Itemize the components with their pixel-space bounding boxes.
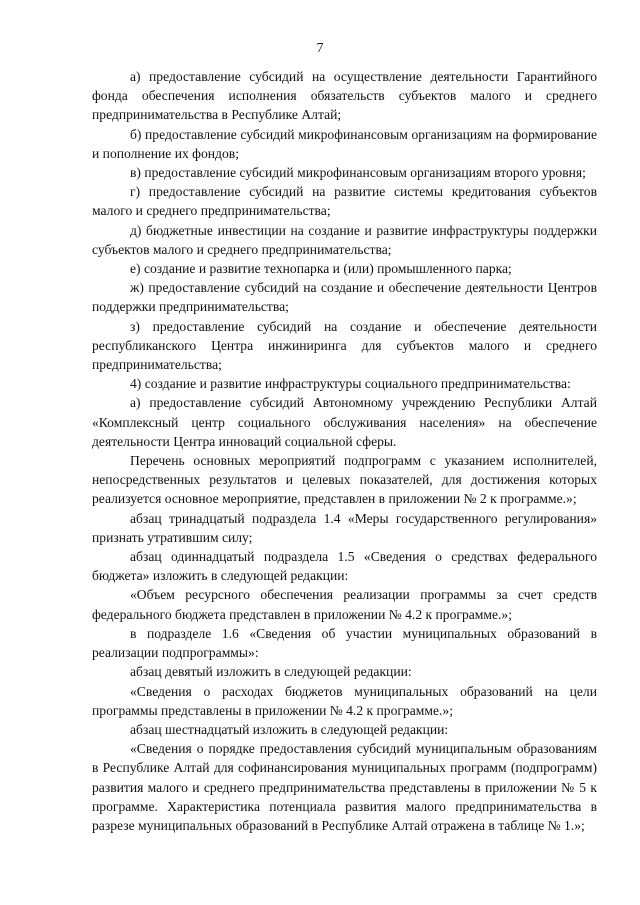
paragraph: ж) предоставление субсидий на создание и обеспечение деятельности Центров поддержки предпринимательства; — [92, 280, 597, 315]
paragraph: «Сведения о расходах бюджетов муниципальных образований на цели программы представлены в приложении № 4.2 к программе.»; — [92, 683, 597, 718]
page-number: 7 — [316, 40, 324, 55]
paragraph: г) предоставление субсидий на развитие системы кредитования субъектов малого и среднего предпринимательства; — [92, 184, 597, 219]
paragraph: б) предоставление субсидий микрофинансовым организациям на формирование и пополнение их фондов; — [92, 126, 597, 161]
paragraph: абзац девятый изложить в следующей редакции: — [130, 664, 412, 680]
paragraph: а) предоставление субсидий на осуществление деятельности Гарантийного фонда обеспечения исполнения обязательств субъектов малого и среднего предпринимательства в Республике Алтай; — [92, 69, 597, 123]
paragraph: абзац тринадцатый подраздела 1.4 «Меры государственного регулирования» признать утратившим силу; — [92, 510, 597, 545]
paragraph: е) создание и развитие технопарка и (или) промышленного парка; — [130, 261, 512, 277]
paragraph: «Объем ресурсного обеспечения реализации программы за счет средств федерального бюджета представлен в приложении № 4.2 к программе.»; — [92, 587, 597, 622]
paragraph: Перечень основных мероприятий подпрограмм с указанием исполнителей, непосредственных результатов и целевых показателей, для достижения которых реализуется основное мероприятие, представлен в приложении № 2 к программе.»; — [92, 453, 597, 507]
paragraph: «Сведения о порядке предоставления субсидий муниципальным образованиям в Республике Алтай для софинансирования муниципальных программ (подпрограмм) развития малого и среднего предпринимательства представлены в приложении № 5 к программе. Характеристика потенциала развития малого предпринимательства в разрезе муниципальных образований в Республике Алтай отражена в таблице № 1.»; — [92, 741, 597, 833]
paragraph: в) предоставление субсидий микрофинансовым организациям второго уровня; — [130, 165, 586, 181]
document-body — [92, 67, 597, 835]
paragraph: абзац одиннадцатый подраздела 1.5 «Сведения о средствах федерального бюджета» изложить в следующей редакции: — [92, 549, 597, 584]
paragraph: абзац шестнадцатый изложить в следующей редакции: — [130, 721, 449, 737]
paragraph: 4) создание и развитие инфраструктуры социального предпринимательства: — [130, 376, 571, 392]
paragraph: д) бюджетные инвестиции на создание и развитие инфраструктуры поддержки субъектов малого и среднего предпринимательства; — [92, 222, 597, 257]
paragraph: а) предоставление субсидий Автономному учреждению Республики Алтай «Комплексный центр социального обслуживания населения» на обеспечение деятельности Центра инноваций социальной сферы. — [92, 395, 597, 449]
paragraph: в подразделе 1.6 «Сведения об участии муниципальных образований в реализации подпрограммы»: — [92, 625, 597, 661]
paragraph: з) предоставление субсидий на создание и обеспечение деятельности республиканского Центра инжиниринга для субъектов малого и среднего предпринимательства; — [92, 318, 597, 373]
